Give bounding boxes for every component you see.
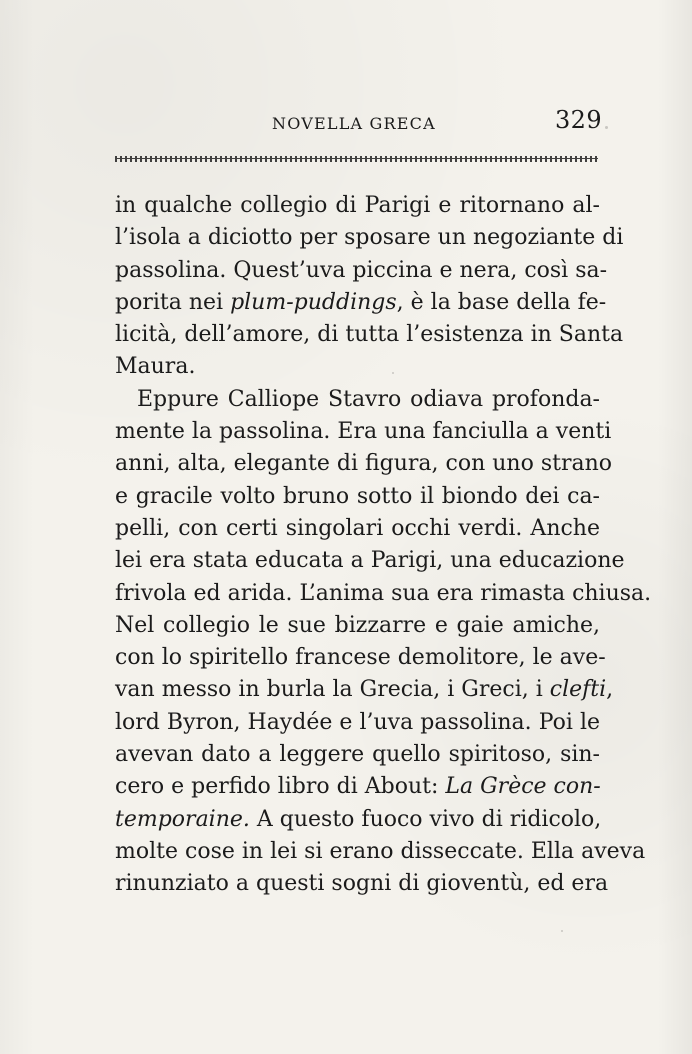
- text-line: [115, 642, 606, 674]
- line-text: molte cose in lei si erano disseccate. Ella aveva: [115, 838, 646, 864]
- line-text: licità, dell’amore, di tutta l’esistenza in Santa: [115, 322, 624, 348]
- text-line: [115, 287, 607, 319]
- text-line: [115, 868, 609, 900]
- paper-speck: [392, 372, 394, 374]
- line-text: l’isola a diciotto per sposare un negoziante di: [115, 225, 624, 251]
- text-line: [115, 707, 600, 739]
- text-line: [115, 190, 600, 222]
- line-text: con lo spiritello francese demolitore, le ave-: [115, 645, 606, 671]
- paper-speck: [605, 126, 608, 129]
- italic-text: temporaine.: [115, 806, 250, 832]
- running-head: [0, 106, 692, 142]
- line-text: cero e perfido libro di About:: [115, 774, 446, 800]
- line-text: A questo fuoco vivo di ridicolo,: [249, 806, 602, 832]
- line-text: avevan dato a leggere quello spiritoso, sin-: [115, 742, 600, 768]
- text-line: [115, 578, 652, 610]
- text-line: [115, 416, 612, 448]
- line-text: Nel collegio le sue bizzarre e gaie amiche,: [115, 612, 600, 638]
- italic-text: clefti: [549, 677, 607, 703]
- line-text: , è la base della fe-: [396, 289, 607, 315]
- running-title: NOVELLA GRECA: [272, 114, 436, 133]
- text-line: [115, 610, 600, 642]
- text-line: [115, 448, 613, 480]
- line-text: ,: [606, 677, 614, 703]
- line-text: pelli, con certi singolari occhi verdi. Anche: [115, 515, 600, 541]
- italic-text: plum-puddings: [230, 289, 397, 315]
- paragraph-first-line: [115, 384, 600, 416]
- line-text: lord Byron, Haydée e l’uva passolina. Poi le: [115, 709, 600, 735]
- text-line: [115, 255, 608, 287]
- line-text: passolina. Quest’uva piccina e nera, così sa-: [115, 257, 608, 283]
- text-line: [115, 739, 600, 771]
- italic-text: La Grèce con-: [445, 774, 601, 800]
- line-text: in qualche collegio di Parigi e ritornano al-: [115, 193, 600, 218]
- decorative-ornament-rule: [115, 153, 598, 165]
- text-line: [115, 222, 624, 254]
- body-text: [115, 190, 652, 901]
- text-line: [115, 481, 600, 513]
- text-line: [115, 771, 600, 803]
- line-text: frivola ed arida. L’anima sua era rimasta chiusa.: [115, 580, 652, 606]
- paragraph-end-line: [115, 351, 600, 383]
- line-text: Maura.: [115, 354, 196, 380]
- line-text: Eppure Calliope Stavro odiava profonda-: [137, 386, 600, 412]
- text-line: [115, 319, 624, 351]
- text-line: [115, 513, 600, 545]
- text-line: [115, 674, 614, 706]
- paper-speck: [561, 930, 563, 932]
- line-text: van messo in burla la Grecia, i Greci, i: [115, 677, 550, 703]
- page-number: 329: [554, 106, 602, 134]
- line-text: mente la passolina. Era una fanciulla a venti: [115, 419, 612, 445]
- line-text: rinunziato a questi sogni di gioventù, ed era: [115, 871, 609, 897]
- text-line: [115, 545, 625, 577]
- line-text: anni, alta, elegante di figura, con uno strano: [115, 451, 613, 477]
- line-text: porita nei: [115, 289, 231, 315]
- text-line: [115, 804, 600, 836]
- line-text: lei era stata educata a Parigi, una educazione: [115, 548, 625, 574]
- text-line: [115, 836, 646, 868]
- line-text: e gracile volto bruno sotto il biondo dei ca-: [115, 483, 600, 509]
